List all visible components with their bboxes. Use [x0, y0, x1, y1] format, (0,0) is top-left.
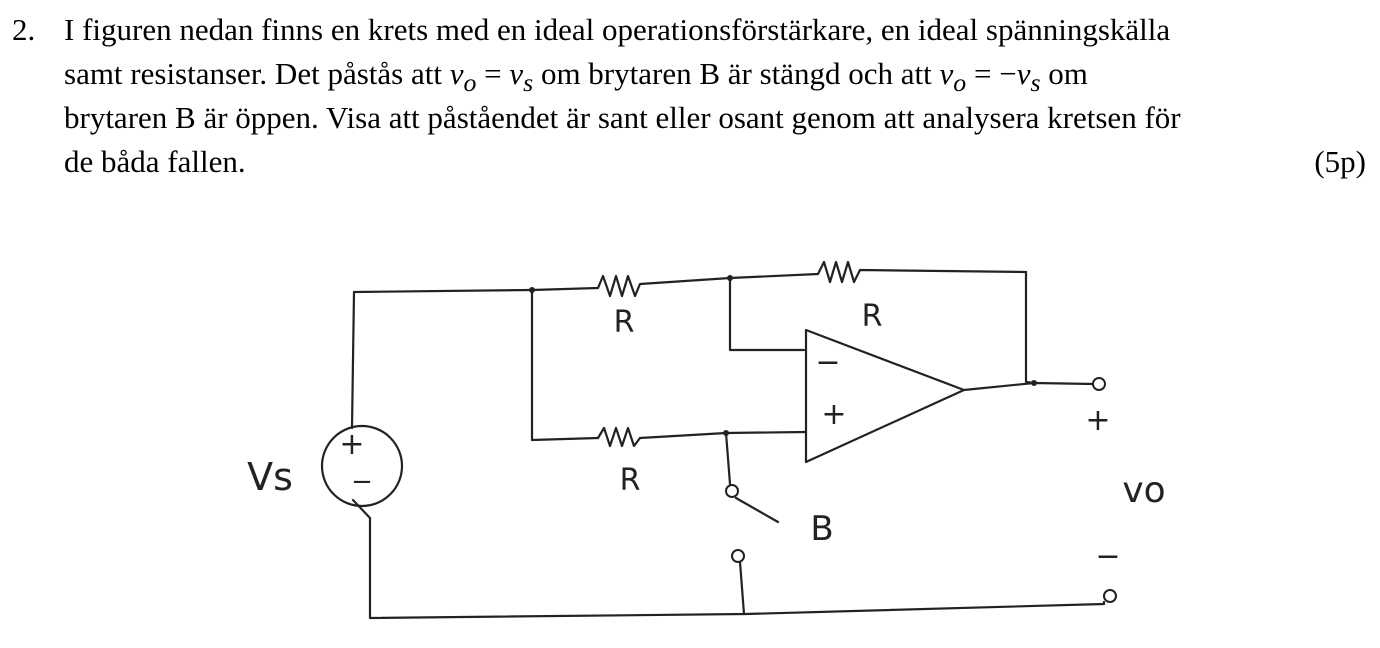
circuit-svg [0, 200, 1380, 648]
node-dot-left [529, 287, 535, 293]
resistor-top-left [532, 276, 730, 296]
switch-blade [736, 498, 778, 522]
eq1-rhs-sub: s [523, 68, 534, 98]
wire-node-left-vertical [532, 290, 598, 440]
opamp-minus-label: − [815, 345, 841, 380]
source-label: Vs [247, 455, 293, 499]
eq1-lhs: v [449, 56, 464, 91]
points-label: (5p) [1314, 144, 1366, 179]
output-label: vo [1122, 470, 1166, 511]
wire-switch-bottom [740, 562, 744, 614]
eq2-equals: = − [966, 56, 1017, 91]
problem-line-4: de båda fallen. [64, 144, 246, 179]
eq2-rhs-sub: s [1030, 68, 1041, 98]
switch-contact-top [726, 485, 738, 497]
wire-to-minus [730, 278, 804, 350]
source-minus-sign: − [351, 467, 373, 497]
problem-number: 2. [12, 12, 36, 47]
output-terminal-plus [1093, 378, 1105, 390]
wire-to-switch [726, 433, 730, 484]
node-dot-bottom [723, 430, 729, 436]
wire-left-vertical-bottom [353, 500, 1104, 618]
resistor-bottom-label: R [619, 463, 641, 498]
resistor-top-left-label: R [613, 305, 635, 340]
node-dot-output [1031, 380, 1037, 386]
switch-label: B [810, 509, 834, 549]
problem-line-2 [64, 52, 1364, 96]
wire-output [964, 383, 1094, 390]
eq2-rhs: v [1016, 56, 1031, 91]
line2-mid: om brytaren B är stängd och att [533, 56, 940, 91]
eq2-lhs: v [939, 56, 954, 91]
problem-statement [0, 0, 1380, 200]
output-minus-label: − [1095, 539, 1121, 574]
wire-left-vertical-top [352, 290, 532, 428]
wire-feedback-right [1026, 272, 1034, 383]
problem-text [64, 8, 1364, 184]
line2-post: om [1040, 56, 1088, 91]
eq2-lhs-sub: o [953, 68, 967, 98]
eq1-equals: = [476, 56, 510, 91]
eq1-lhs-sub: o [463, 68, 477, 98]
line2-pre: samt resistanser. Det påstås att [64, 56, 450, 91]
wire-to-plus [726, 432, 806, 433]
problem-line-1: I figuren nedan finns en krets med en ideal operationsförstärkare, en ideal spänningskälla [64, 12, 1171, 47]
resistor-bottom [598, 428, 726, 446]
output-terminal-minus [1104, 590, 1116, 602]
source-plus-sign: + [339, 427, 365, 462]
opamp-plus-label: + [821, 397, 847, 432]
problem-line-3: brytaren B är öppen. Visa att påståendet är sant eller osant genom att analysera kretsen för [64, 100, 1181, 135]
node-dot-top [727, 275, 733, 281]
resistor-top-right [730, 262, 1026, 282]
resistor-top-right-label: R [861, 299, 883, 334]
output-plus-label: + [1085, 403, 1111, 438]
eq1-rhs: v [509, 56, 524, 91]
switch-contact-bottom [732, 550, 744, 562]
circuit-diagram [0, 200, 1380, 648]
